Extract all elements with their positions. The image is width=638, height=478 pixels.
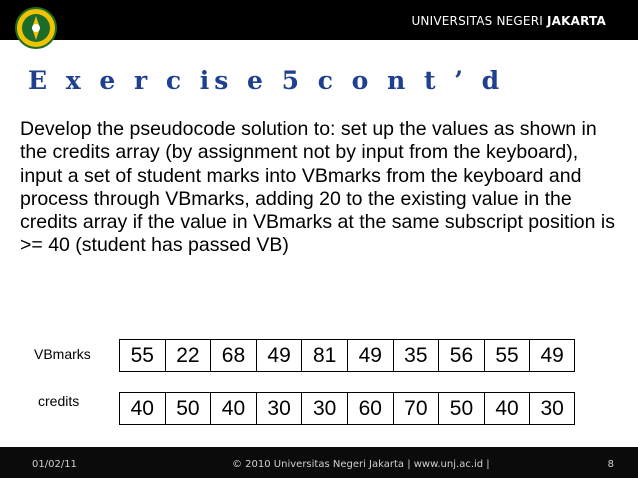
array-cell: 49 [256,340,302,371]
array-cell: 50 [438,393,484,424]
university-emblem-icon [14,6,58,50]
footer-date: 01/02/11 [32,459,77,470]
array-cell: 30 [256,393,302,424]
array-cell: 81 [301,340,347,371]
slide-body-text: Develop the pseudocode solution to: set up the values as shown in the credits array (by assignment not by input from the keyboard), input a set of student marks into VBmarks from the keyboard and process through VBmarks, adding 20 to the existing value in the credits array if the value in VBmarks at the same subscript position is >= 40 (student has passed VB) [20,118,615,257]
credits-label: credits [38,393,80,409]
array-cell: 35 [393,340,439,371]
credits-array [119,392,575,425]
array-cell: 55 [119,340,165,371]
array-cell: 49 [529,340,575,371]
footer-bar [0,447,638,478]
array-cell: 49 [347,340,393,371]
header-bar [0,0,638,40]
university-name: UNIVERSITAS NEGERI JAKARTA [411,14,606,28]
array-cell: 40 [484,393,530,424]
array-cell: 56 [438,340,484,371]
page-number: 8 [607,459,614,470]
array-cell: 22 [165,340,211,371]
array-cell: 60 [347,393,393,424]
array-cell: 30 [529,393,575,424]
array-cell: 40 [210,393,256,424]
array-cell: 55 [484,340,530,371]
footer-copyright: © 2010 Universitas Negeri Jakarta | www.unj.ac.id | [232,459,490,470]
slide-title: E x e r c is e 5 c o n t ’ d [28,66,505,95]
vbmarks-array [119,339,575,372]
array-cell: 40 [119,393,165,424]
array-cell: 50 [165,393,211,424]
array-cell: 30 [301,393,347,424]
array-cell: 68 [210,340,256,371]
vbmarks-label: VBmarks [34,346,91,362]
array-cell: 70 [393,393,439,424]
